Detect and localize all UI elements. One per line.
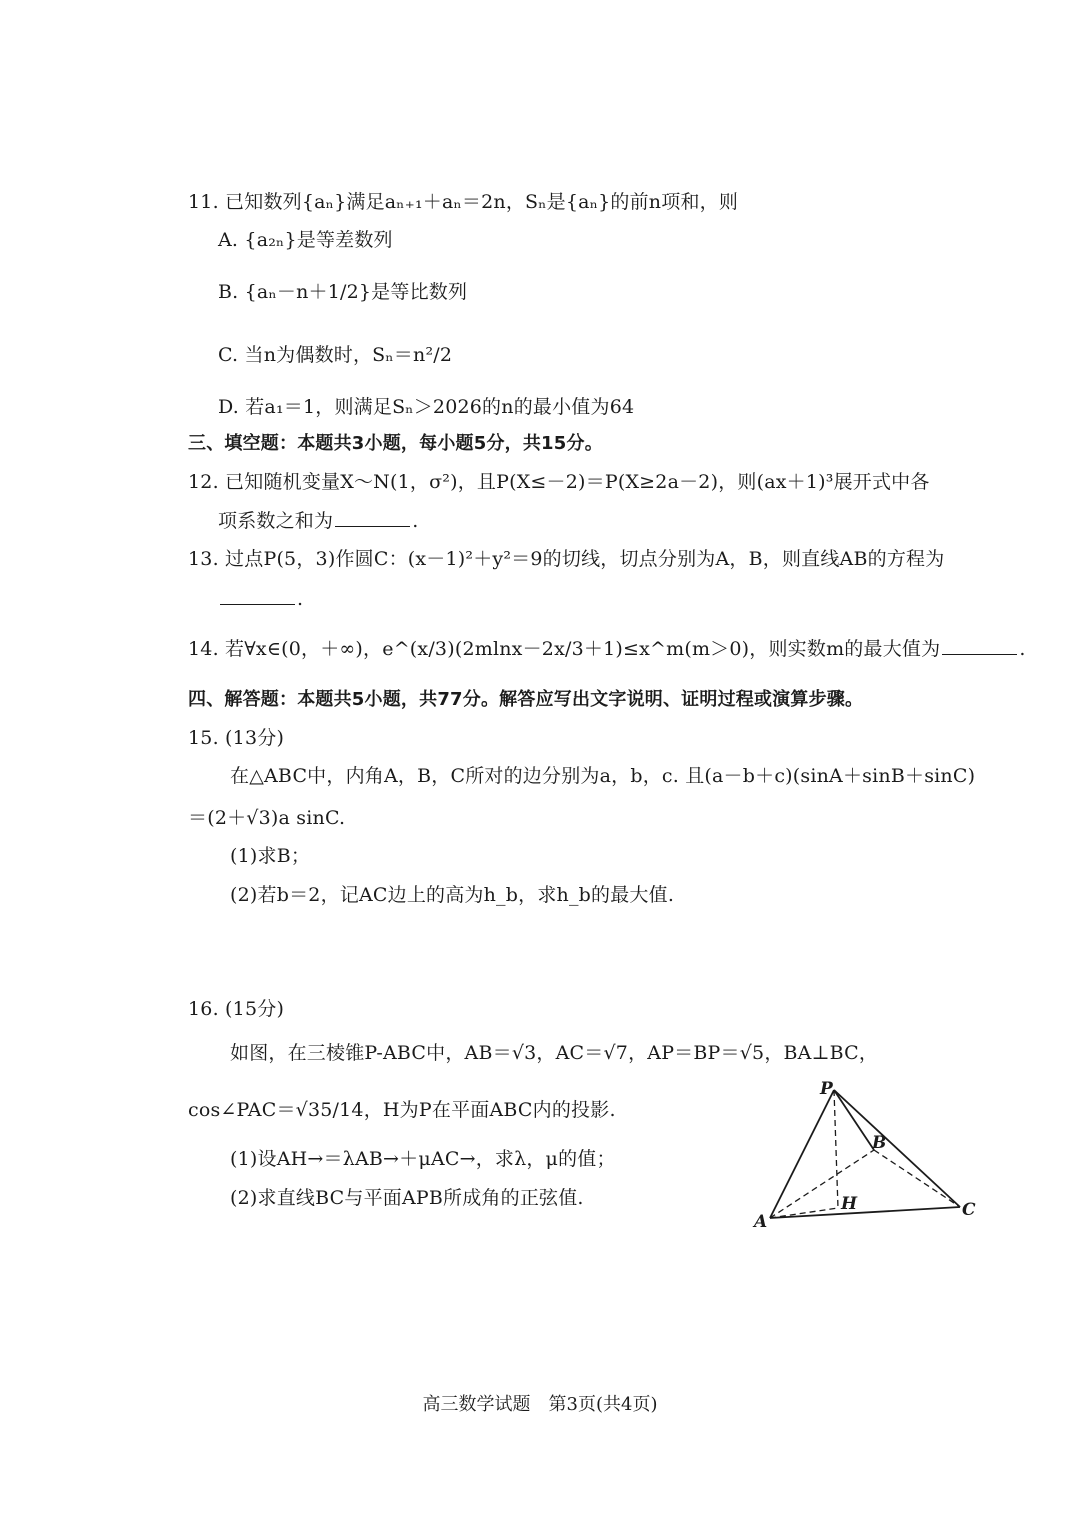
q15-line2: ＝(2＋√3)a sinC. (188, 807, 346, 829)
edge-pa (770, 1090, 834, 1218)
label-c: C (962, 1200, 976, 1220)
label-p: P (820, 1079, 833, 1099)
edge-bc (874, 1150, 960, 1207)
q16-head: 16. (15分) (188, 998, 285, 1020)
edge-pb (834, 1090, 874, 1150)
q12-line2 (218, 508, 418, 533)
q12-line2-text: 项系数之和为 (218, 510, 334, 532)
q11-option-d: D. 若a₁＝1，则满足Sₙ＞2026的n的最小值为64 (218, 396, 635, 418)
q12-answer-blank[interactable] (335, 508, 410, 527)
section-4-heading: 四、解答题：本题共5小题，共77分。解答应写出文字说明、证明过程或演算步骤。 (188, 689, 864, 710)
label-b: B (872, 1133, 887, 1153)
label-a: A (754, 1212, 768, 1232)
tetrahedron-figure (750, 1070, 990, 1240)
q15-line1: 在△ABC中，内角A，B，C所对的边分别为a，b，c. 且(a－b＋c)(sinA＋sinB＋sinC) (230, 765, 976, 787)
edge-ac (770, 1207, 960, 1218)
edge-ph (834, 1090, 838, 1208)
q16-line2: cos∠PAC＝√35/14，H为P在平面ABC内的投影. (188, 1099, 616, 1121)
q15-part1: (1)求B； (230, 845, 311, 867)
q14-end: . (1019, 638, 1026, 660)
section-3-heading: 三、填空题：本题共3小题，每小题5分，共15分。 (188, 433, 603, 454)
q14-answer-blank[interactable] (942, 636, 1017, 655)
q14-line (188, 636, 1026, 661)
q13-answer-blank[interactable] (220, 586, 295, 605)
edge-pc (834, 1090, 960, 1207)
edge-ab (770, 1150, 874, 1218)
q12-end: . (412, 510, 419, 532)
q16-part2: (2)求直线BC与平面APB所成角的正弦值. (230, 1187, 584, 1209)
q15-part2: (2)若b＝2，记AC边上的高为h_b，求h_b的最大值. (230, 884, 675, 906)
q13-end: . (297, 588, 304, 610)
q16-part1: (1)设AH→＝λAB→＋μAC→，求λ，μ的值； (230, 1148, 616, 1170)
q16-line1: 如图，在三棱锥P-ABC中，AB＝√3，AC＝√7，AP＝BP＝√5，BA⊥BC， (230, 1042, 879, 1064)
q15-head: 15. (13分) (188, 727, 285, 749)
q11-option-b: B. {aₙ－n＋1/2}是等比数列 (218, 281, 468, 303)
q11-option-c: C. 当n为偶数时，Sₙ＝n²/2 (218, 344, 453, 366)
q13-line1: 13. 过点P(5，3)作圆C：(x－1)²＋y²＝9的切线，切点分别为A，B，则直线AB的方程为 (188, 548, 945, 570)
q11-option-a: A. {a₂ₙ}是等差数列 (218, 229, 393, 251)
q13-line2 (218, 586, 303, 611)
page-footer: 高三数学试题 第3页(共4页) (422, 1394, 658, 1415)
q12-line1: 12. 已知随机变量X～N(1，σ²)，且P(X≤－2)＝P(X≥2a－2)，则(ax＋1)³展开式中各 (188, 471, 930, 493)
q14-text: 14. 若∀x∈(0，＋∞)，e^(x/3)(2mlnx－2x/3＋1)≤x^m(m＞0)，则实数m的最大值为 (188, 638, 941, 660)
label-h: H (841, 1194, 858, 1214)
q11-stem: 11. 已知数列{aₙ}满足aₙ₊₁＋aₙ＝2n，Sₙ是{aₙ}的前n项和，则 (188, 191, 739, 213)
